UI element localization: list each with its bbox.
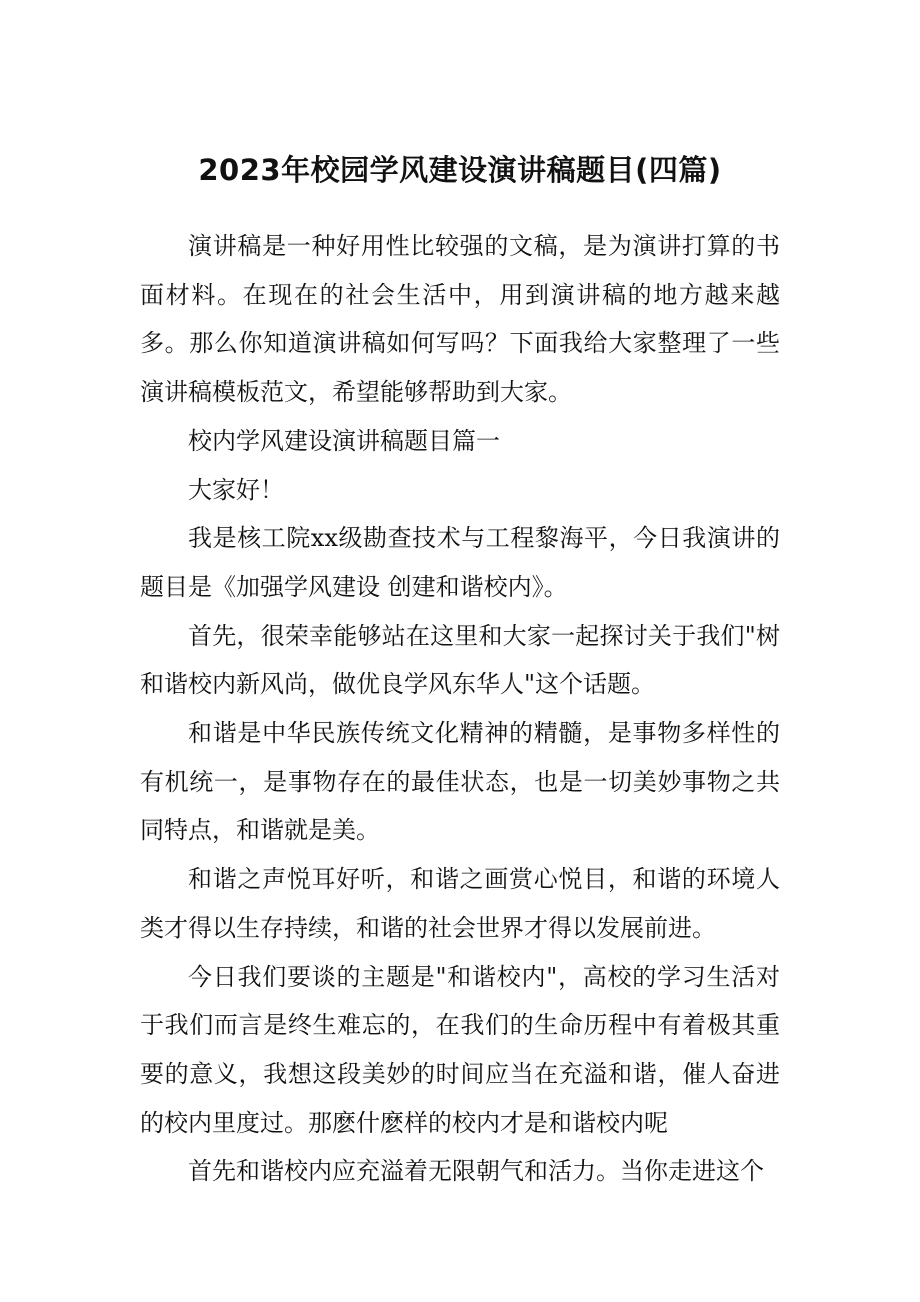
document-body bbox=[140, 222, 780, 1196]
document-title: 2023年校园学风建设演讲稿题目(四篇) bbox=[198, 153, 722, 187]
paragraph-intro: 演讲稿是一种好用性比较强的文稿，是为演讲打算的书面材料。在现在的社会生活中，用到演讲稿的地方越来越多。那么你知道演讲稿如何写吗？下面我给大家整理了一些演讲稿模板范文，希望能够帮助到大家。 bbox=[140, 232, 780, 407]
paragraph: 我是核工院xx级勘查技术与工程黎海平，今日我演讲的题目是《加强学风建设 创建和谐校内》。 bbox=[140, 524, 780, 601]
paragraph: 和谐是中华民族传统文化精神的精髓，是事物多样性的有机统一，是事物存在的最佳状态，也是一切美妙事物之共同特点，和谐就是美。 bbox=[140, 719, 780, 845]
section-heading: 校内学风建设演讲稿题目篇一 bbox=[188, 426, 500, 455]
paragraph: 首先和谐校内应充溢着无限朝气和活力。当你走进这个 bbox=[188, 1157, 764, 1186]
paragraph: 首先，很荣幸能够站在这里和大家一起探讨关于我们"树和谐校内新风尚，做优良学风东华人"这个话题。 bbox=[140, 621, 780, 699]
paragraph: 今日我们要谈的主题是"和谐校内"，高校的学习生活对于我们而言是终生难忘的，在我们的生命历程中有着极其重要的意义，我想这段美妙的时间应当在充溢和谐，催人奋进的校内里度过。那麽什麽样的校内才是和谐校内呢 bbox=[140, 962, 780, 1137]
paragraph: 和谐之声悦耳好听，和谐之画赏心悦目，和谐的环境人类才得以生存持续，和谐的社会世界才得以发展前进。 bbox=[140, 865, 780, 942]
paragraph-greeting: 大家好！ bbox=[188, 475, 284, 504]
